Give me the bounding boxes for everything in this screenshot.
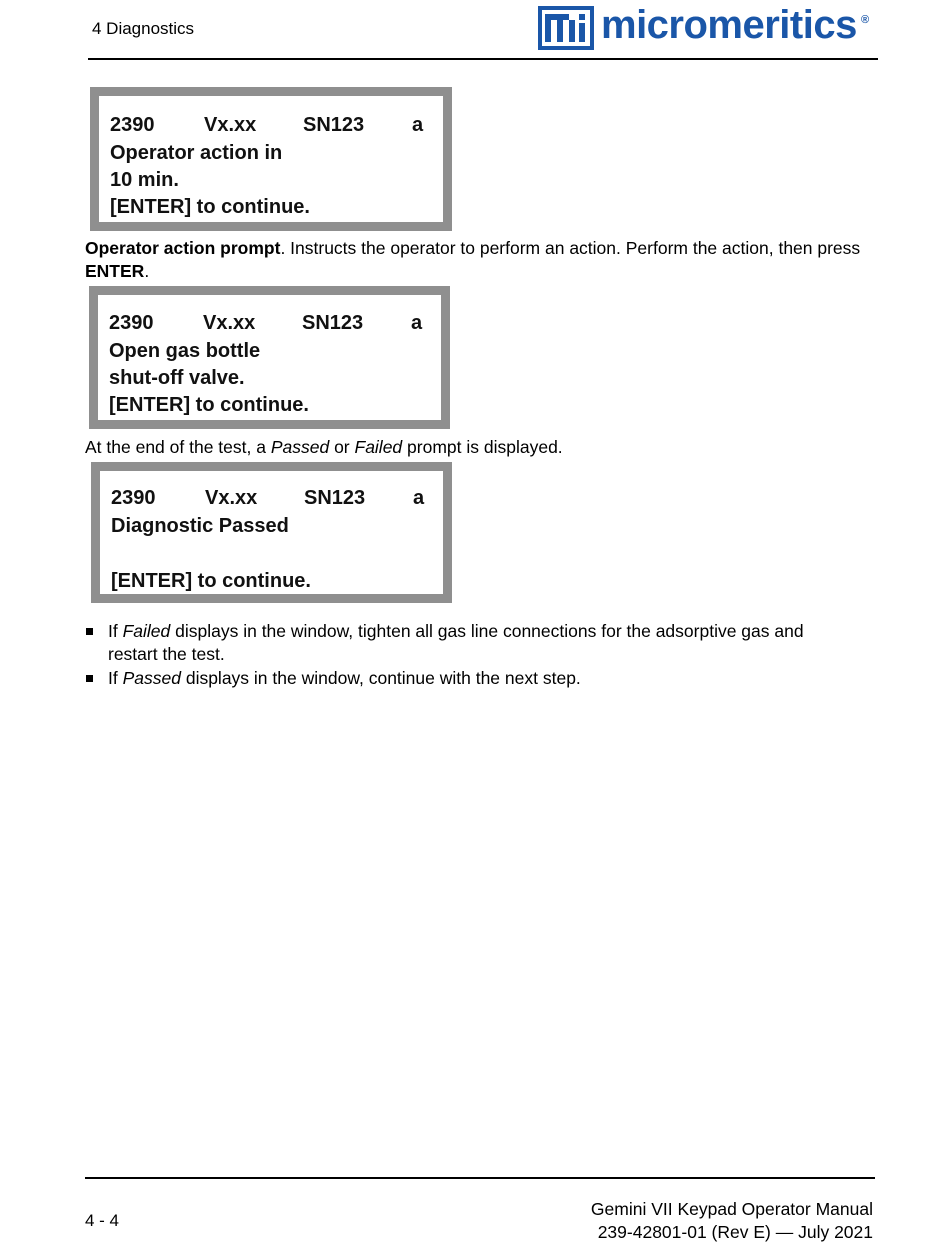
list-item — [86, 620, 866, 666]
lcd-status-row — [111, 485, 431, 511]
registered-mark: ® — [861, 14, 870, 26]
footer-divider — [85, 1177, 875, 1179]
lcd-model: 2390 — [110, 114, 155, 136]
term-passed: Passed — [270, 437, 330, 457]
lcd-model: 2390 — [111, 487, 156, 509]
term-failed: Failed — [122, 621, 171, 641]
description-text: . Instructs the operator to perform an action. Perform the action, then press — [280, 238, 861, 258]
lcd-model: 2390 — [109, 312, 154, 334]
text-c: prompt is displayed. — [402, 437, 563, 457]
lcd-line-4: [ENTER] to continue. — [110, 196, 310, 218]
term-enter: ENTER — [85, 260, 145, 281]
header-divider — [88, 58, 878, 60]
page-number: 4 - 4 — [85, 1211, 120, 1230]
lcd-display-open-valve — [89, 286, 450, 429]
lcd-display-operator-action — [90, 87, 452, 231]
footer-manual-info — [591, 1198, 873, 1244]
manual-title: Gemini VII Keypad Operator Manual — [590, 1199, 873, 1219]
bullet-square-icon — [86, 628, 93, 635]
bullet-square-icon — [86, 675, 93, 682]
document-number: 239-42801-01 (Rev E) — July 2021 — [597, 1222, 873, 1242]
lcd-serial: SN123 — [302, 312, 364, 334]
term-failed: Failed — [354, 437, 403, 457]
mi-logo-mark — [538, 6, 594, 50]
list-item — [86, 667, 866, 690]
lcd-flag: a — [412, 114, 424, 136]
text-a: At the end of the test, a — [85, 437, 271, 457]
bullet-text — [108, 620, 848, 665]
lcd-line-3: shut-off valve. — [109, 367, 245, 389]
lcd-line-2: Diagnostic Passed — [111, 515, 289, 537]
lcd-line-2: Operator action in — [110, 142, 283, 164]
lcd-display-diagnostic-passed — [91, 462, 452, 603]
lcd-serial: SN123 — [303, 114, 365, 136]
text-b: or — [329, 437, 355, 457]
lcd-serial: SN123 — [304, 487, 366, 509]
lcd-version: Vx.xx — [204, 114, 257, 136]
lcd-status-row — [109, 310, 429, 336]
bullet-text — [108, 667, 848, 690]
lcd-flag: a — [411, 312, 423, 334]
term-operator-action-prompt: Operator action prompt — [85, 238, 281, 258]
lcd-version: Vx.xx — [203, 312, 256, 334]
lcd-line-2: Open gas bottle — [109, 340, 261, 362]
lcd-line-4: [ENTER] to continue. — [111, 570, 311, 592]
text-a: If — [108, 621, 123, 641]
lcd-line-3: 10 min. — [110, 169, 179, 191]
text-b: displays in the window, tighten all gas line connections for the adsorptive gas and restart the test. — [108, 621, 804, 664]
logo-wordmark: micromeritics — [601, 3, 857, 47]
period: . — [144, 260, 150, 281]
micromeritics-logo — [538, 3, 874, 52]
lcd-status-row — [110, 112, 430, 138]
text-b: displays in the window, continue with the next step. — [180, 668, 581, 688]
section-header: 4 Diagnostics — [92, 19, 195, 38]
operator-action-description — [85, 237, 875, 282]
term-passed: Passed — [122, 668, 181, 688]
lcd-flag: a — [413, 487, 425, 509]
lcd-version: Vx.xx — [205, 487, 258, 509]
text-a: If — [108, 668, 123, 688]
test-result-description — [85, 436, 875, 459]
lcd-line-4: [ENTER] to continue. — [109, 394, 309, 416]
